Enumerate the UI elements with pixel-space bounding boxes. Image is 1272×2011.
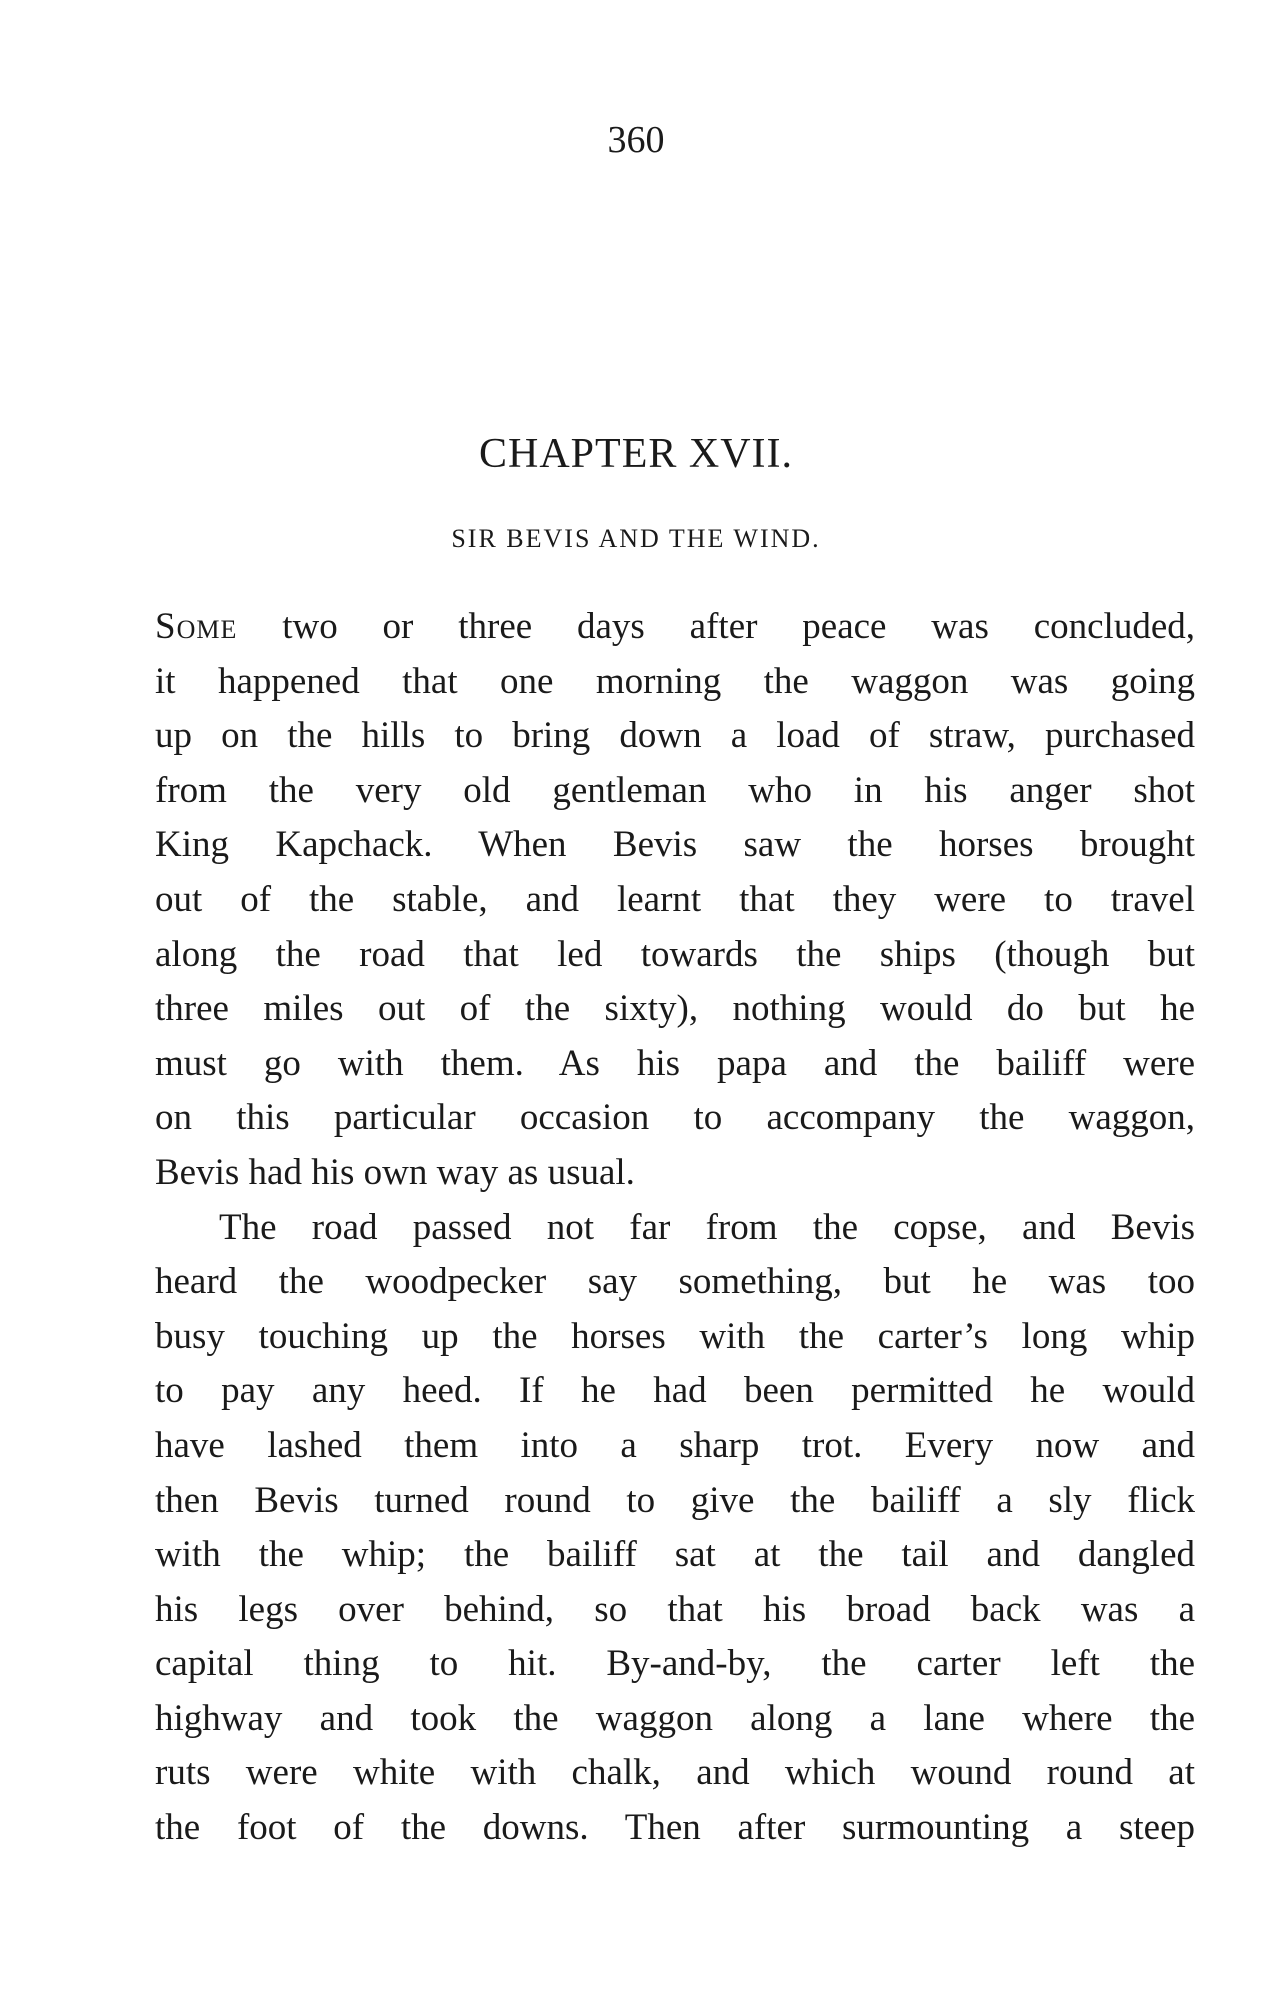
text-line: up on the hills to bring down a load of straw, purchased (155, 715, 1195, 757)
text-line: along the road that led towards the ships (though but (155, 933, 1195, 975)
dropcap-word: Some (155, 606, 238, 647)
text-line: busy touching up the horses with the carter’s long whip (155, 1315, 1195, 1357)
page-number: 360 (607, 119, 665, 161)
body-text (155, 600, 1195, 1856)
text-line: out of the stable, and learnt that they were to travel (155, 878, 1195, 920)
text-line: King Kapchack. When Bevis saw the horses brought (155, 824, 1195, 866)
text-line: his legs over behind, so that his broad back was a (155, 1588, 1195, 1630)
text-line: to pay any heed. If he had been permitted he would (155, 1370, 1195, 1412)
text-line: then Bevis turned round to give the bailiff a sly flick (155, 1479, 1195, 1521)
text-line: three miles out of the sixty), nothing would do but he (155, 988, 1195, 1030)
text-line: with the whip; the bailiff sat at the tail and dangled (155, 1534, 1195, 1576)
text-line: from the very old gentleman who in his anger shot (155, 769, 1195, 811)
text-line-content: two or three days after peace was concluded, (237, 606, 1195, 647)
text-line: highway and took the waggon along a lane where the (155, 1697, 1195, 1739)
text-line: must go with them. As his papa and the bailiff were (155, 1042, 1195, 1084)
text-line: it happened that one morning the waggon was going (155, 660, 1195, 702)
text-line (155, 600, 1195, 655)
chapter-title: CHAPTER XVII. (479, 431, 793, 477)
text-line: the foot of the downs. Then after surmounting a steep (155, 1807, 1195, 1849)
chapter-subtitle: SIR BEVIS AND THE WIND. (451, 524, 821, 553)
paragraph-start-line: The road passed not far from the copse, and Bevis (219, 1206, 1195, 1248)
paragraph-end-line: Bevis had his own way as usual. (155, 1151, 635, 1193)
text-line: heard the woodpecker say something, but he was too (155, 1261, 1195, 1303)
text-line: have lashed them into a sharp trot. Every now and (155, 1424, 1195, 1466)
text-line: on this particular occasion to accompany the waggon, (155, 1097, 1195, 1139)
text-line: capital thing to hit. By-and-by, the carter left the (155, 1643, 1195, 1685)
text-line: ruts were white with chalk, and which wound round at (155, 1752, 1195, 1794)
